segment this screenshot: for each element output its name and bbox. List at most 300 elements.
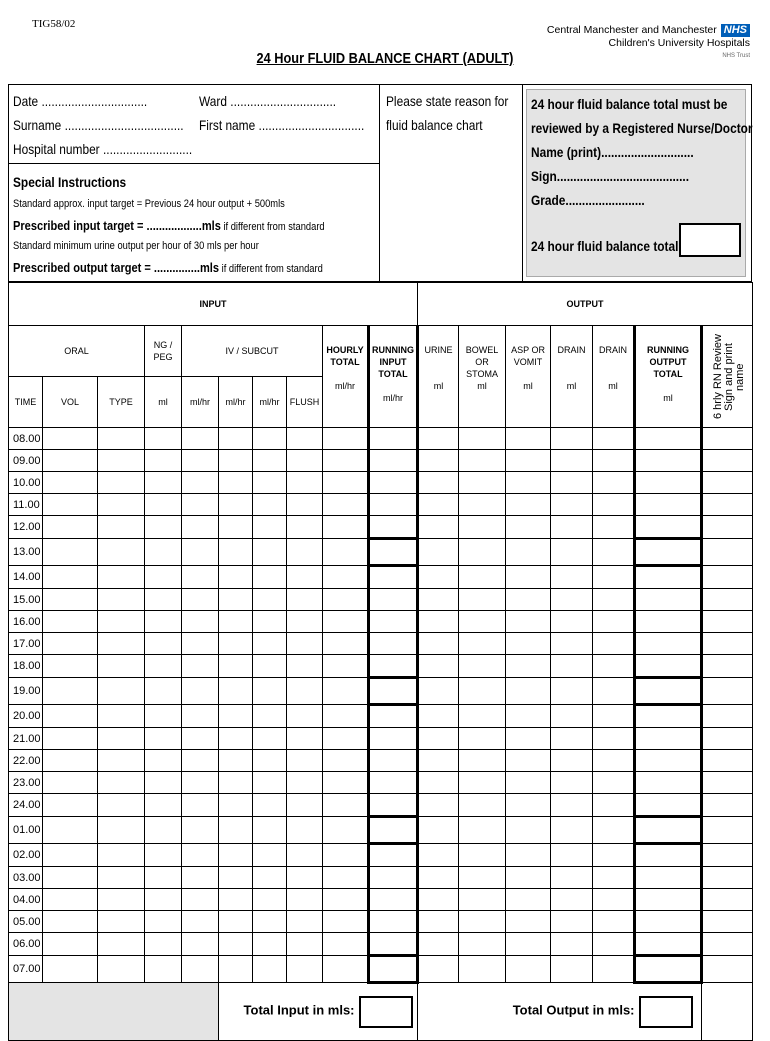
entry-cell[interactable] [253,933,287,956]
entry-cell[interactable] [182,655,219,678]
entry-cell[interactable] [459,956,506,983]
entry-cell[interactable] [219,428,253,450]
entry-cell[interactable] [551,566,593,589]
entry-cell[interactable] [418,956,459,983]
entry-cell[interactable] [287,589,323,611]
entry-cell[interactable] [551,750,593,772]
entry-cell[interactable] [506,728,551,750]
entry-cell[interactable] [323,516,369,539]
entry-cell[interactable] [593,705,635,728]
entry-cell[interactable] [287,705,323,728]
entry-cell[interactable] [635,494,702,516]
entry-cell[interactable] [287,772,323,794]
entry-cell[interactable] [506,705,551,728]
entry-cell[interactable] [635,794,702,817]
entry-cell[interactable] [323,911,369,933]
entry-cell[interactable] [145,933,182,956]
entry-cell[interactable] [98,705,145,728]
entry-cell[interactable] [635,889,702,911]
entry-cell[interactable] [287,867,323,889]
entry-cell[interactable] [253,817,287,844]
entry-cell[interactable] [593,956,635,983]
entry-cell[interactable] [369,889,418,911]
entry-cell[interactable] [219,772,253,794]
entry-cell[interactable] [635,933,702,956]
entry-cell[interactable] [551,589,593,611]
entry-cell[interactable] [459,589,506,611]
entry-cell[interactable] [551,516,593,539]
entry-cell[interactable] [702,516,753,539]
entry-cell[interactable] [43,566,98,589]
entry-cell[interactable] [98,794,145,817]
entry-cell[interactable] [418,450,459,472]
entry-cell[interactable] [145,655,182,678]
entry-cell[interactable] [551,933,593,956]
entry-cell[interactable] [702,911,753,933]
reason-box[interactable] [379,84,523,282]
entry-cell[interactable] [551,817,593,844]
entry-cell[interactable] [635,539,702,566]
entry-cell[interactable] [182,494,219,516]
entry-cell[interactable] [702,450,753,472]
entry-cell[interactable] [635,566,702,589]
entry-cell[interactable] [459,428,506,450]
entry-cell[interactable] [459,933,506,956]
entry-cell[interactable] [182,428,219,450]
entry-cell[interactable] [593,933,635,956]
entry-cell[interactable] [593,472,635,494]
entry-cell[interactable] [98,539,145,566]
entry-cell[interactable] [593,794,635,817]
entry-cell[interactable] [369,772,418,794]
entry-cell[interactable] [702,494,753,516]
entry-cell[interactable] [702,539,753,566]
entry-cell[interactable] [593,911,635,933]
entry-cell[interactable] [43,956,98,983]
entry-cell[interactable] [418,772,459,794]
hospital-number-field[interactable]: Hospital number ........................... [13,141,193,157]
entry-cell[interactable] [506,750,551,772]
entry-cell[interactable] [145,911,182,933]
entry-cell[interactable] [253,494,287,516]
entry-cell[interactable] [219,494,253,516]
entry-cell[interactable] [418,911,459,933]
entry-cell[interactable] [98,750,145,772]
entry-cell[interactable] [459,867,506,889]
entry-cell[interactable] [287,956,323,983]
entry-cell[interactable] [418,566,459,589]
entry-cell[interactable] [323,933,369,956]
entry-cell[interactable] [702,428,753,450]
entry-cell[interactable] [506,911,551,933]
entry-cell[interactable] [418,611,459,633]
entry-cell[interactable] [98,566,145,589]
entry-cell[interactable] [418,889,459,911]
entry-cell[interactable] [418,750,459,772]
entry-cell[interactable] [593,566,635,589]
entry-cell[interactable] [635,867,702,889]
entry-cell[interactable] [145,956,182,983]
entry-cell[interactable] [253,428,287,450]
entry-cell[interactable] [635,428,702,450]
entry-cell[interactable] [635,817,702,844]
entry-cell[interactable] [287,516,323,539]
entry-cell[interactable] [506,539,551,566]
entry-cell[interactable] [287,611,323,633]
entry-cell[interactable] [219,472,253,494]
entry-cell[interactable] [551,728,593,750]
entry-cell[interactable] [43,889,98,911]
entry-cell[interactable] [459,633,506,655]
entry-cell[interactable] [219,889,253,911]
entry-cell[interactable] [98,867,145,889]
entry-cell[interactable] [145,889,182,911]
entry-cell[interactable] [182,844,219,867]
entry-cell[interactable] [551,633,593,655]
entry-cell[interactable] [253,539,287,566]
entry-cell[interactable] [369,589,418,611]
entry-cell[interactable] [369,655,418,678]
entry-cell[interactable] [43,772,98,794]
entry-cell[interactable] [43,867,98,889]
entry-cell[interactable] [506,844,551,867]
entry-cell[interactable] [253,956,287,983]
entry-cell[interactable] [593,611,635,633]
entry-cell[interactable] [459,539,506,566]
entry-cell[interactable] [635,516,702,539]
entry-cell[interactable] [635,611,702,633]
entry-cell[interactable] [253,750,287,772]
entry-cell[interactable] [369,633,418,655]
entry-cell[interactable] [98,911,145,933]
entry-cell[interactable] [506,956,551,983]
entry-cell[interactable] [182,889,219,911]
entry-cell[interactable] [702,844,753,867]
entry-cell[interactable] [702,794,753,817]
entry-cell[interactable] [506,428,551,450]
entry-cell[interactable] [287,472,323,494]
date-field[interactable]: Date ................................ [13,93,148,109]
entry-cell[interactable] [506,933,551,956]
entry-cell[interactable] [182,911,219,933]
entry-cell[interactable] [253,611,287,633]
entry-cell[interactable] [287,566,323,589]
entry-cell[interactable] [43,655,98,678]
entry-cell[interactable] [369,817,418,844]
entry-cell[interactable] [551,911,593,933]
entry-cell[interactable] [182,728,219,750]
entry-cell[interactable] [287,750,323,772]
entry-cell[interactable] [253,728,287,750]
entry-cell[interactable] [506,794,551,817]
entry-cell[interactable] [219,589,253,611]
entry-cell[interactable] [145,450,182,472]
entry-cell[interactable] [702,772,753,794]
entry-cell[interactable] [323,705,369,728]
entry-cell[interactable] [702,655,753,678]
entry-cell[interactable] [253,889,287,911]
entry-cell[interactable] [43,728,98,750]
entry-cell[interactable] [145,678,182,705]
entry-cell[interactable] [593,428,635,450]
entry-cell[interactable] [593,450,635,472]
entry-cell[interactable] [323,494,369,516]
entry-cell[interactable] [369,750,418,772]
entry-cell[interactable] [459,817,506,844]
entry-cell[interactable] [418,539,459,566]
entry-cell[interactable] [182,472,219,494]
entry-cell[interactable] [287,817,323,844]
entry-cell[interactable] [43,472,98,494]
entry-cell[interactable] [182,794,219,817]
entry-cell[interactable] [418,589,459,611]
entry-cell[interactable] [253,772,287,794]
entry-cell[interactable] [182,633,219,655]
entry-cell[interactable] [635,450,702,472]
entry-cell[interactable] [287,844,323,867]
entry-cell[interactable] [369,516,418,539]
entry-cell[interactable] [593,633,635,655]
entry-cell[interactable] [182,516,219,539]
entry-cell[interactable] [219,633,253,655]
entry-cell[interactable] [323,472,369,494]
entry-cell[interactable] [287,450,323,472]
entry-cell[interactable] [418,844,459,867]
entry-cell[interactable] [369,956,418,983]
entry-cell[interactable] [323,867,369,889]
entry-cell[interactable] [459,678,506,705]
entry-cell[interactable] [98,956,145,983]
entry-cell[interactable] [323,794,369,817]
entry-cell[interactable] [323,844,369,867]
entry-cell[interactable] [551,705,593,728]
entry-cell[interactable] [459,794,506,817]
entry-cell[interactable] [506,867,551,889]
entry-cell[interactable] [145,589,182,611]
entry-cell[interactable] [323,655,369,678]
entry-cell[interactable] [459,611,506,633]
entry-cell[interactable] [182,566,219,589]
entry-cell[interactable] [702,678,753,705]
entry-cell[interactable] [506,589,551,611]
entry-cell[interactable] [253,450,287,472]
review-name-field[interactable]: Name (print)............................ [531,144,694,160]
entry-cell[interactable] [551,450,593,472]
entry-cell[interactable] [98,450,145,472]
entry-cell[interactable] [323,750,369,772]
entry-cell[interactable] [323,728,369,750]
entry-cell[interactable] [253,472,287,494]
entry-cell[interactable] [459,705,506,728]
entry-cell[interactable] [145,817,182,844]
entry-cell[interactable] [182,956,219,983]
entry-cell[interactable] [219,655,253,678]
entry-cell[interactable] [459,844,506,867]
entry-cell[interactable] [635,589,702,611]
entry-cell[interactable] [593,728,635,750]
entry-cell[interactable] [43,494,98,516]
entry-cell[interactable] [459,472,506,494]
entry-cell[interactable] [145,772,182,794]
entry-cell[interactable] [43,516,98,539]
entry-cell[interactable] [459,889,506,911]
entry-cell[interactable] [369,539,418,566]
entry-cell[interactable] [182,817,219,844]
entry-cell[interactable] [323,566,369,589]
entry-cell[interactable] [219,867,253,889]
entry-cell[interactable] [323,633,369,655]
entry-cell[interactable] [418,794,459,817]
entry-cell[interactable] [43,933,98,956]
entry-cell[interactable] [323,611,369,633]
entry-cell[interactable] [593,889,635,911]
entry-cell[interactable] [418,933,459,956]
entry-cell[interactable] [635,705,702,728]
entry-cell[interactable] [219,956,253,983]
entry-cell[interactable] [182,750,219,772]
entry-cell[interactable] [43,678,98,705]
entry-cell[interactable] [219,678,253,705]
entry-cell[interactable] [253,705,287,728]
entry-cell[interactable] [98,494,145,516]
entry-cell[interactable] [551,844,593,867]
entry-cell[interactable] [182,539,219,566]
entry-cell[interactable] [98,933,145,956]
entry-cell[interactable] [551,889,593,911]
entry-cell[interactable] [551,772,593,794]
entry-cell[interactable] [253,566,287,589]
entry-cell[interactable] [43,633,98,655]
entry-cell[interactable] [593,539,635,566]
entry-cell[interactable] [43,750,98,772]
entry-cell[interactable] [145,539,182,566]
entry-cell[interactable] [459,516,506,539]
entry-cell[interactable] [635,911,702,933]
entry-cell[interactable] [145,750,182,772]
entry-cell[interactable] [506,772,551,794]
entry-cell[interactable] [369,494,418,516]
first-name-field[interactable]: First name ................................ [199,117,365,133]
entry-cell[interactable] [459,911,506,933]
entry-cell[interactable] [418,817,459,844]
entry-cell[interactable] [145,728,182,750]
entry-cell[interactable] [506,566,551,589]
entry-cell[interactable] [98,844,145,867]
entry-cell[interactable] [593,844,635,867]
fluid-balance-total-input[interactable] [679,223,741,257]
entry-cell[interactable] [98,728,145,750]
entry-cell[interactable] [98,611,145,633]
entry-cell[interactable] [635,655,702,678]
entry-cell[interactable] [418,867,459,889]
entry-cell[interactable] [182,705,219,728]
entry-cell[interactable] [219,750,253,772]
entry-cell[interactable] [145,611,182,633]
entry-cell[interactable] [459,566,506,589]
entry-cell[interactable] [98,516,145,539]
entry-cell[interactable] [323,428,369,450]
entry-cell[interactable] [323,450,369,472]
entry-cell[interactable] [702,889,753,911]
entry-cell[interactable] [418,728,459,750]
entry-cell[interactable] [145,867,182,889]
entry-cell[interactable] [702,817,753,844]
entry-cell[interactable] [43,844,98,867]
entry-cell[interactable] [418,655,459,678]
entry-cell[interactable] [43,794,98,817]
entry-cell[interactable] [219,933,253,956]
entry-cell[interactable] [287,539,323,566]
entry-cell[interactable] [182,678,219,705]
entry-cell[interactable] [702,750,753,772]
entry-cell[interactable] [145,516,182,539]
entry-cell[interactable] [593,867,635,889]
entry-cell[interactable] [702,611,753,633]
entry-cell[interactable] [369,450,418,472]
entry-cell[interactable] [253,911,287,933]
entry-cell[interactable] [593,494,635,516]
entry-cell[interactable] [98,817,145,844]
entry-cell[interactable] [287,428,323,450]
entry-cell[interactable] [287,633,323,655]
entry-cell[interactable] [459,728,506,750]
entry-cell[interactable] [418,678,459,705]
entry-cell[interactable] [702,956,753,983]
entry-cell[interactable] [702,933,753,956]
entry-cell[interactable] [635,750,702,772]
entry-cell[interactable] [506,655,551,678]
entry-cell[interactable] [551,428,593,450]
prescribed-input-target[interactable]: Prescribed input target = ..................mls if different from standard [13,218,325,233]
entry-cell[interactable] [369,933,418,956]
entry-cell[interactable] [369,611,418,633]
entry-cell[interactable] [145,428,182,450]
entry-cell[interactable] [506,889,551,911]
entry-cell[interactable] [418,472,459,494]
entry-cell[interactable] [418,428,459,450]
review-sign-field[interactable]: Sign........................................ [531,168,690,184]
entry-cell[interactable] [253,794,287,817]
entry-cell[interactable] [98,655,145,678]
entry-cell[interactable] [593,655,635,678]
entry-cell[interactable] [593,678,635,705]
entry-cell[interactable] [702,633,753,655]
entry-cell[interactable] [323,772,369,794]
surname-field[interactable]: Surname .................................... [13,117,184,133]
entry-cell[interactable] [459,494,506,516]
entry-cell[interactable] [635,844,702,867]
entry-cell[interactable] [323,589,369,611]
entry-cell[interactable] [219,728,253,750]
entry-cell[interactable] [506,817,551,844]
entry-cell[interactable] [219,817,253,844]
entry-cell[interactable] [506,633,551,655]
entry-cell[interactable] [219,566,253,589]
entry-cell[interactable] [369,678,418,705]
entry-cell[interactable] [219,794,253,817]
entry-cell[interactable] [253,678,287,705]
entry-cell[interactable] [551,494,593,516]
entry-cell[interactable] [635,956,702,983]
entry-cell[interactable] [506,611,551,633]
entry-cell[interactable] [418,516,459,539]
entry-cell[interactable] [98,678,145,705]
entry-cell[interactable] [287,794,323,817]
entry-cell[interactable] [635,772,702,794]
entry-cell[interactable] [287,655,323,678]
entry-cell[interactable] [551,794,593,817]
entry-cell[interactable] [145,566,182,589]
